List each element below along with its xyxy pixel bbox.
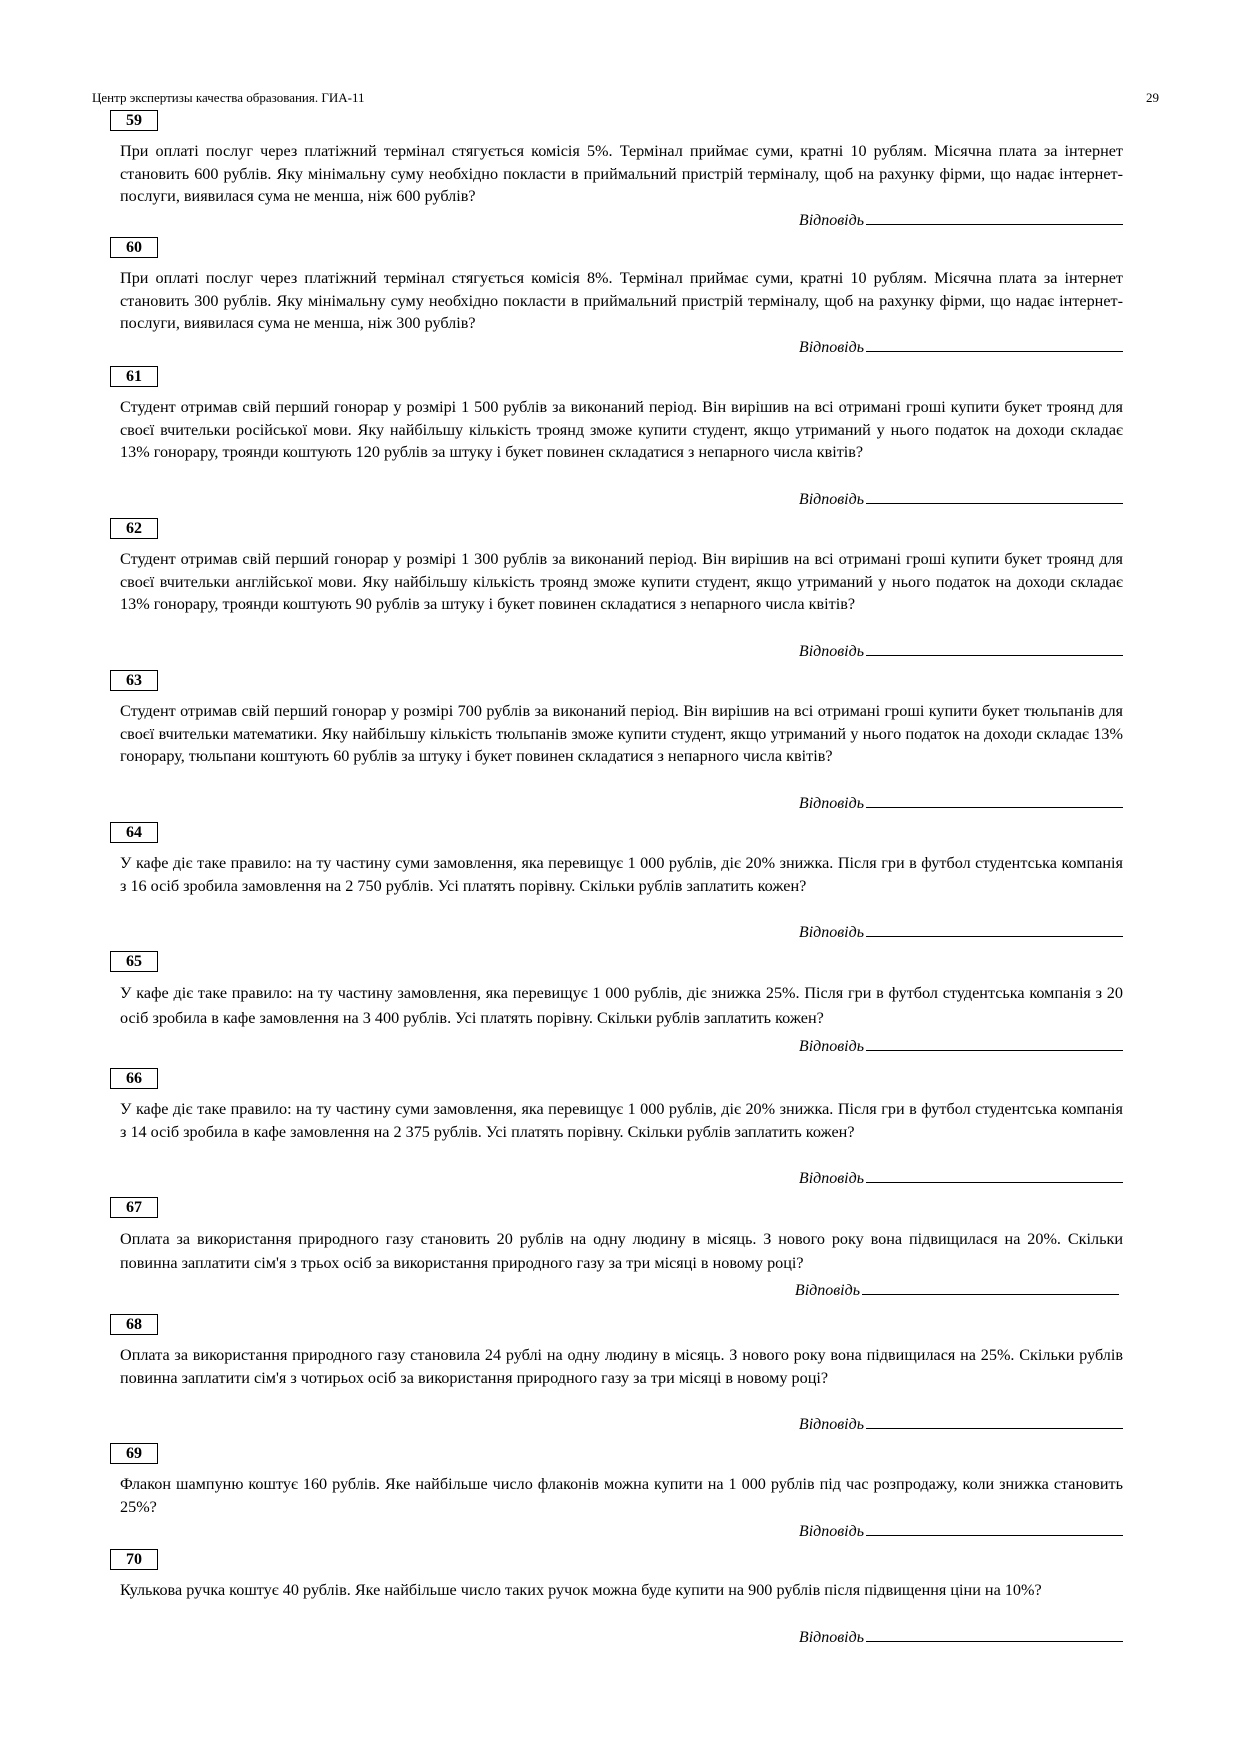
answer-label: Відповідь [798, 1170, 864, 1187]
answer-label: Відповідь [794, 1282, 860, 1299]
answer-label: Відповідь [798, 1523, 864, 1540]
problem-number: 68 [110, 1314, 158, 1335]
answer-field[interactable] [799, 485, 1123, 511]
answer-label: Відповідь [798, 1038, 864, 1055]
problem-number: 67 [110, 1197, 158, 1218]
problem-text: Флакон шампуню коштує 160 рублів. Яке найбільше число флаконів можна купити на 1 000 рублів під час розпродажу, коли знижка становить 25%? [120, 1475, 1123, 1516]
answer-field[interactable] [795, 1276, 1119, 1302]
answer-line[interactable] [866, 206, 1123, 225]
answer-field[interactable] [799, 918, 1123, 944]
problem-number: 69 [110, 1443, 158, 1464]
problem-number: 70 [110, 1549, 158, 1570]
answer-field[interactable] [799, 1410, 1123, 1436]
answer-line[interactable] [866, 789, 1123, 808]
problem-number: 59 [110, 110, 158, 131]
header-title: Центр экспертизы качества образования. ГИА-11 [92, 90, 365, 105]
answer-label: Відповідь [798, 1416, 864, 1433]
page-number: 29 [1146, 90, 1159, 105]
answer-label: Відповідь [798, 795, 864, 812]
problem-text: Студент отримав свій перший гонорар у розмірі 1 300 рублів за виконаний період. Він вирішив на всі отримані гроші купити букет троянд для своєї вчительки англійської мови. Яку найбільшу кількість троянд зможе купити студент, якщо утриманий у нього податок на доходи складає 13% гонорару, троянди коштують 90 рублів за штуку і букет повинен складатися з непарного числа квітів? [120, 550, 1123, 613]
answer-field[interactable] [799, 789, 1123, 815]
problem-number: 62 [110, 518, 158, 539]
problem-number: 60 [110, 237, 158, 258]
answer-line[interactable] [866, 918, 1123, 937]
problem-text: При оплаті послуг через платіжний термінал стягується комісія 5%. Термінал приймає суми, кратні 10 рублям. Місячна плата за інтернет становить 600 рублів. Яку мінімальну суму необхідно покласти в приймальний пристрій терміналу, щоб на рахунку фірми, що надає інтернет-послуги, виявилася сума не менша, ніж 600 рублів? [120, 142, 1123, 205]
answer-line[interactable] [862, 1276, 1119, 1295]
problem-text: Оплата за використання природного газу становить 20 рублів на одну людину в місяць. З нового року вона підвищилася на 20%. Скільки повинна заплатити сім'я з трьох осіб за використання природного газу за три місяці в новому році? [120, 1230, 1123, 1272]
answer-field[interactable] [799, 206, 1123, 232]
problem-text: У кафе діє таке правило: на ту частину суми замовлення, яка перевищує 1 000 рублів, діє 20% знижка. Після гри в футбол студентська компанія з 16 осіб зробила замовлення на 2 750 рублів. Усі платять порівну. Скільки рублів заплатить кожен? [120, 854, 1123, 895]
problem-number: 64 [110, 822, 158, 843]
answer-line[interactable] [866, 1164, 1123, 1183]
answer-label: Відповідь [798, 339, 864, 356]
answer-line[interactable] [866, 1410, 1123, 1429]
problem-text: У кафе діє таке правило: на ту частину суми замовлення, яка перевищує 1 000 рублів, діє 20% знижка. Після гри в футбол студентська компанія з 14 осіб зробила в кафе замовлення на 2 375 рублів. Усі платять порівну. Скільки рублів заплатить кожен? [120, 1100, 1123, 1141]
answer-field[interactable] [799, 1164, 1123, 1190]
answer-line[interactable] [866, 1517, 1123, 1536]
answer-field[interactable] [799, 1517, 1123, 1543]
answer-line[interactable] [866, 1623, 1123, 1642]
answer-label: Відповідь [798, 1629, 864, 1646]
problem-number: 63 [110, 670, 158, 691]
answer-line[interactable] [866, 485, 1123, 504]
answer-field[interactable] [799, 1032, 1123, 1058]
problem-number: 66 [110, 1068, 158, 1089]
answer-line[interactable] [866, 637, 1123, 656]
answer-label: Відповідь [798, 643, 864, 660]
answer-label: Відповідь [798, 491, 864, 508]
answer-line[interactable] [866, 333, 1123, 352]
answer-label: Відповідь [798, 212, 864, 229]
problem-number: 61 [110, 366, 158, 387]
answer-label: Відповідь [798, 924, 864, 941]
problem-text: Оплата за використання природного газу становила 24 рублі на одну людину в місяць. З нового року вона підвищилася на 25%. Скільки рублів повинна заплатити сім'я з чотирьох осіб за використання природного газу за три місяці в новому році? [120, 1346, 1123, 1387]
problem-number: 65 [110, 951, 158, 972]
problem-text: При оплаті послуг через платіжний термінал стягується комісія 8%. Термінал приймає суми, кратні 10 рублям. Місячна плата за інтернет становить 300 рублів. Яку мінімальну суму необхідно покласти в приймальний пристрій терміналу, щоб на рахунку фірми, що надає інтернет-послуги, виявилася сума не менша, ніж 300 рублів? [120, 269, 1123, 332]
answer-field[interactable] [799, 333, 1123, 359]
answer-field[interactable] [799, 637, 1123, 663]
problem-text: У кафе діє таке правило: на ту частину замовлення, яка перевищує 1 000 рублів, діє знижка 25%. Після гри в футбол студентська компанія з 20 осіб зробила в кафе замовлення на 3 400 рублів. Усі платять порівну. Скільки рублів заплатить кожен? [120, 984, 1123, 1027]
problem-text: Студент отримав свій перший гонорар у розмірі 700 рублів за виконаний період. Він вирішив на всі отримані гроші купити букет тюльпанів для своєї вчительки математики. Яку найбільшу кількість тюльпанів зможе купити студент, якщо утриманий у нього податок на доходи складає 13% гонорару, тюльпани коштують 60 рублів за штуку і букет повинен складатися з непарного числа квітів? [120, 702, 1123, 765]
problem-text: Кулькова ручка коштує 40 рублів. Яке найбільше число таких ручок можна буде купити на 900 рублів після підвищення ціни на 10%? [120, 1581, 1042, 1599]
answer-field[interactable] [799, 1623, 1123, 1649]
answer-line[interactable] [866, 1032, 1123, 1051]
problem-text: Студент отримав свій перший гонорар у розмірі 1 500 рублів за виконаний період. Він вирішив на всі отримані гроші купити букет троянд для своєї вчительки російської мови. Яку найбільшу кількість троянд зможе купити студент, якщо утриманий у нього податок на доходи складає 13% гонорару, троянди коштують 120 рублів за штуку і букет повинен складатися з непарного числа квітів? [120, 398, 1123, 461]
